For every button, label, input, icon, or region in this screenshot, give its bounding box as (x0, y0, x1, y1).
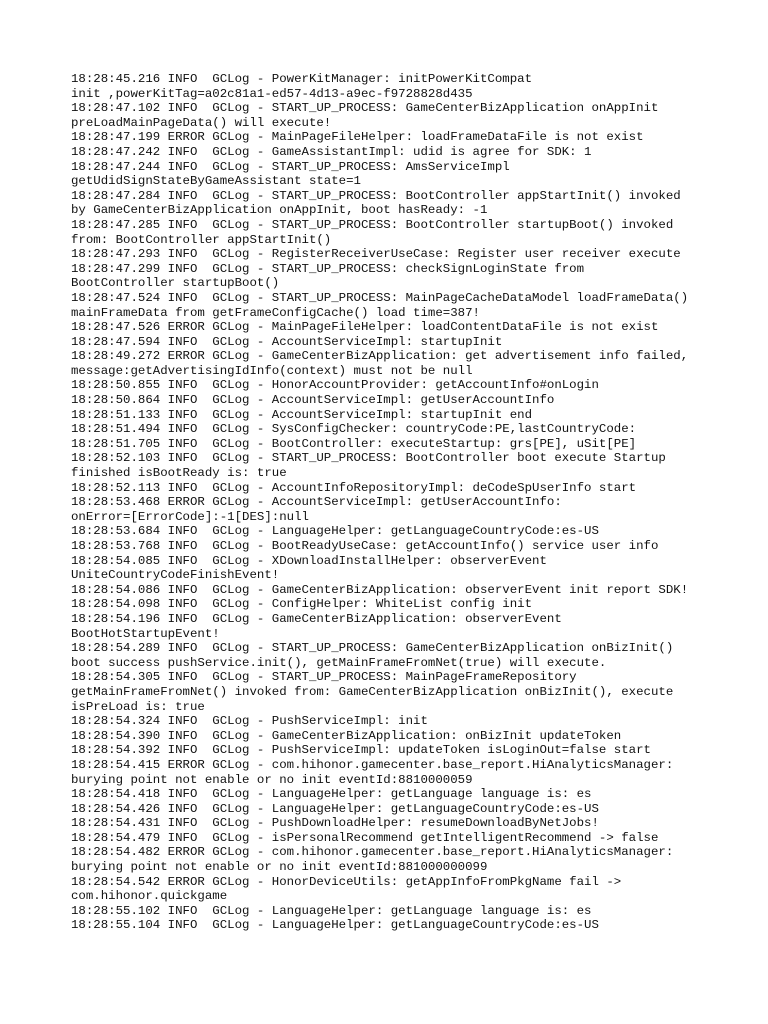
log-line: 18:28:54.426 INFO GCLog - LanguageHelper: getLanguageCountryCode:es-US (71, 801, 599, 816)
log-line: 18:28:51.494 INFO GCLog - SysConfigChecker: countryCode:PE,lastCountryCode: (71, 422, 637, 437)
log-line: 18:28:54.418 INFO GCLog - LanguageHelper: getLanguage language is: es (71, 787, 592, 802)
log-line: 18:28:53.684 INFO GCLog - LanguageHelper: getLanguageCountryCode:es-US (71, 524, 599, 539)
log-line: 18:28:49.272 ERROR GCLog - GameCenterBizApplication: get advertisement info failed, (71, 349, 689, 364)
log-line: 18:28:47.284 INFO GCLog - START_UP_PROCESS: BootController appStartInit() invoked (71, 188, 681, 203)
log-line: getMainFrameFromNet() invoked from: GameCenterBizApplication onBizInit(), execute (71, 684, 674, 699)
log-line: 18:28:54.431 INFO GCLog - PushDownloadHelper: resumeDownloadByNetJobs! (71, 816, 599, 831)
log-line: from: BootController appStartInit() (71, 232, 332, 247)
log-line: 18:28:54.098 INFO GCLog - ConfigHelper: WhiteList config init (71, 597, 533, 612)
log-line: 18:28:50.864 INFO GCLog - AccountServiceImpl: getUserAccountInfo (71, 393, 555, 408)
log-line: BootHotStartupEvent! (71, 626, 220, 641)
log-line: 18:28:47.524 INFO GCLog - START_UP_PROCESS: MainPageCacheDataModel loadFrameData() (71, 290, 689, 305)
log-line: 18:28:50.855 INFO GCLog - HonorAccountProvider: getAccountInfo#onLogin (71, 378, 599, 393)
log-line: 18:28:47.102 INFO GCLog - START_UP_PROCESS: GameCenterBizApplication onAppInit (71, 101, 659, 116)
log-line: 18:28:45.216 INFO GCLog - PowerKitManager: initPowerKitCompat (71, 72, 533, 86)
log-line: 18:28:51.133 INFO GCLog - AccountServiceImpl: startupInit end (71, 407, 533, 422)
log-line: 18:28:47.242 INFO GCLog - GameAssistantImpl: udid is agree for SDK: 1 (71, 144, 592, 159)
log-line: 18:28:54.324 INFO GCLog - PushServiceImpl: init (71, 714, 428, 729)
log-line: 18:28:47.594 INFO GCLog - AccountServiceImpl: startupInit (71, 334, 503, 349)
log-line: 18:28:55.102 INFO GCLog - LanguageHelper: getLanguage language is: es (71, 903, 592, 918)
log-line: 18:28:47.526 ERROR GCLog - MainPageFileHelper: loadContentDataFile is not exist (71, 320, 659, 335)
log-line: by GameCenterBizApplication onAppInit, boot hasReady: -1 (71, 203, 488, 218)
log-line: 18:28:47.285 INFO GCLog - START_UP_PROCESS: BootController startupBoot() invoked (71, 217, 674, 232)
log-line: 18:28:51.705 INFO GCLog - BootController: executeStartup: grs[PE], uSit[PE] (71, 436, 637, 451)
log-line: getUdidSignStateByGameAssistant state=1 (71, 174, 361, 189)
log-line: boot success pushService.init(), getMainFrameFromNet(true) will execute. (71, 655, 607, 670)
log-line: message:getAdvertisingIdInfo(context) must not be null (71, 363, 473, 378)
log-line: onError=[ErrorCode]:-1[DES]:null (71, 509, 309, 524)
log-line: init ,powerKitTag=a02c81a1-ed57-4d13-a9ec-f9728828d435 (71, 86, 473, 101)
log-line: isPreLoad is: true (71, 699, 205, 714)
log-line: preLoadMainPageData() will execute! (71, 115, 332, 130)
log-line: 18:28:54.289 INFO GCLog - START_UP_PROCESS: GameCenterBizApplication onBizInit() (71, 641, 674, 656)
log-line: 18:28:47.293 INFO GCLog - RegisterReceiverUseCase: Register user receiver execute (71, 247, 681, 262)
log-line: 18:28:54.390 INFO GCLog - GameCenterBizApplication: onBizInit updateToken (71, 728, 622, 743)
log-line: 18:28:54.479 INFO GCLog - isPersonalRecommend getIntelligentRecommend -> false (71, 830, 659, 845)
log-text-block (71, 72, 711, 933)
log-line: 18:28:54.086 INFO GCLog - GameCenterBizApplication: observerEvent init report SDK! (71, 582, 689, 597)
log-line: finished isBootReady is: true (71, 466, 287, 481)
log-line: 18:28:54.085 INFO GCLog - XDownloadInstallHelper: observerEvent (71, 553, 547, 568)
log-line: 18:28:47.244 INFO GCLog - START_UP_PROCESS: AmsServiceImpl (71, 159, 510, 174)
log-line: UniteCountryCodeFinishEvent! (71, 568, 280, 583)
log-line: burying point not enable or no init eventId:8810000059 (71, 772, 473, 787)
log-line: 18:28:54.392 INFO GCLog - PushServiceImpl: updateToken isLoginOut=false start (71, 743, 651, 758)
log-line: 18:28:47.299 INFO GCLog - START_UP_PROCESS: checkSignLoginState from (71, 261, 585, 276)
log-line: burying point not enable or no init eventId:881000000099 (71, 860, 488, 875)
log-line: 18:28:52.103 INFO GCLog - START_UP_PROCESS: BootController boot execute Startup (71, 451, 666, 466)
log-line: 18:28:53.768 INFO GCLog - BootReadyUseCase: getAccountInfo() service user info (71, 539, 659, 553)
log-line: 18:28:54.196 INFO GCLog - GameCenterBizApplication: observerEvent (71, 611, 562, 626)
log-line: 18:28:54.482 ERROR GCLog - com.hihonor.gamecenter.base_report.HiAnalyticsManager: (71, 845, 674, 860)
log-line: 18:28:54.305 INFO GCLog - START_UP_PROCESS: MainPageFrameRepository (71, 670, 577, 685)
log-line: 18:28:53.468 ERROR GCLog - AccountServiceImpl: getUserAccountInfo: (71, 495, 562, 510)
log-line: mainFrameData from getFrameConfigCache() load time=387! (71, 305, 480, 320)
log-line: 18:28:52.113 INFO GCLog - AccountInfoRepositoryImpl: deCodeSpUserInfo start (71, 480, 637, 495)
log-line: com.hihonor.quickgame (71, 889, 228, 904)
log-line: 18:28:54.415 ERROR GCLog - com.hihonor.gamecenter.base_report.HiAnalyticsManager: (71, 757, 674, 772)
log-line: BootController startupBoot() (71, 276, 280, 291)
log-line: 18:28:55.104 INFO GCLog - LanguageHelper: getLanguageCountryCode:es-US (71, 918, 599, 933)
log-line: 18:28:47.199 ERROR GCLog - MainPageFileHelper: loadFrameDataFile is not exist (71, 130, 644, 145)
log-line: 18:28:54.542 ERROR GCLog - HonorDeviceUtils: getAppInfoFromPkgName fail -> (71, 874, 622, 889)
